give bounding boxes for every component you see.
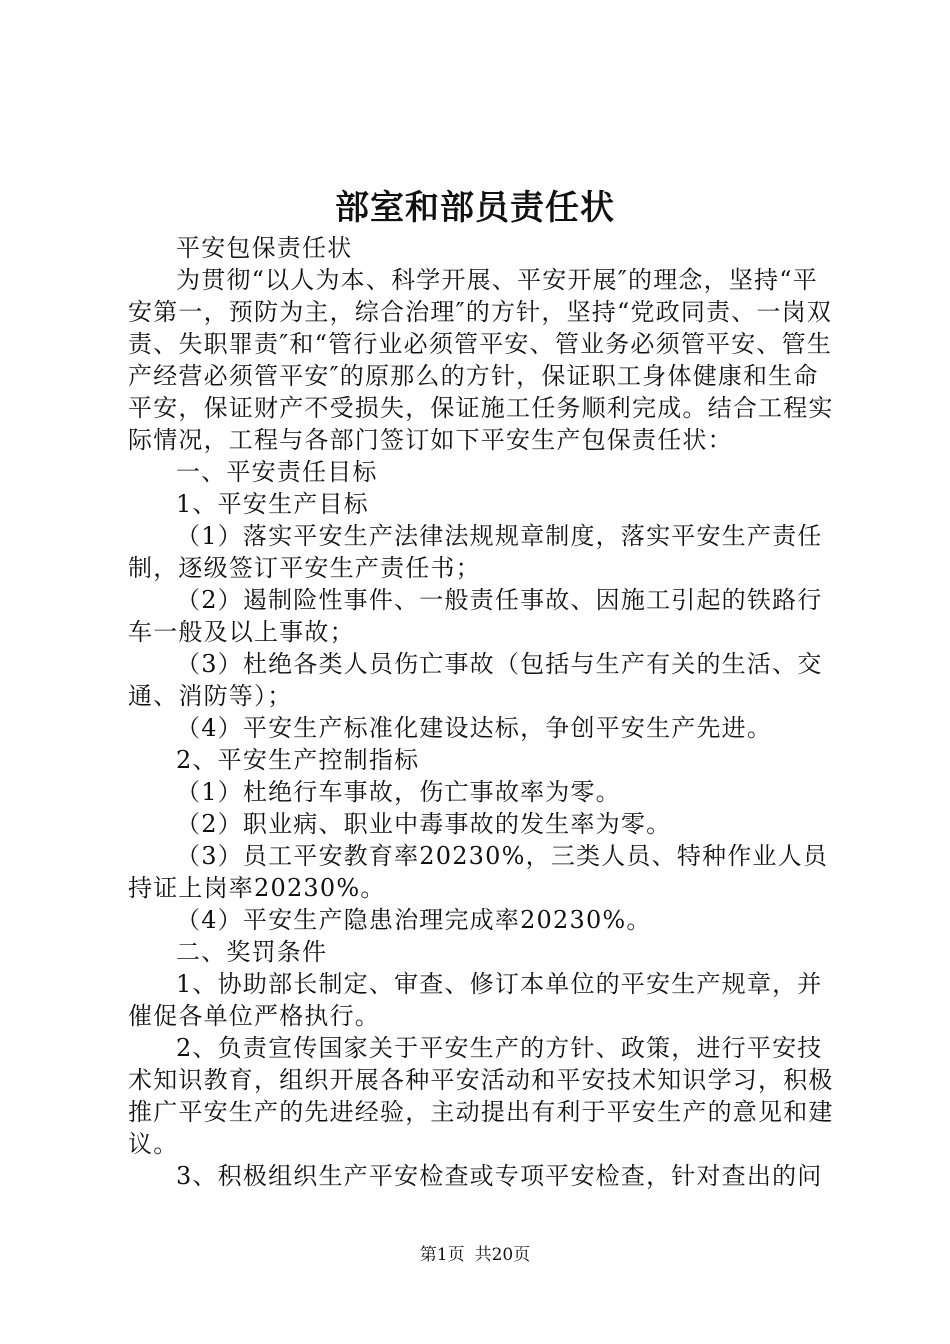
subsection-heading-1: 1、平安生产目标 xyxy=(176,490,369,518)
document-body xyxy=(128,232,838,1192)
page-total: 共20页 xyxy=(474,1245,531,1265)
paragraph: 2、负责宣传国家关于平安生产的方针、政策，进行平安技术知识教育，组织开展各种平安活动和平安技术知识学习，积极推广平安生产的先进经验，主动提出有利于平安生产的意见和建议。 xyxy=(128,1034,834,1158)
section-heading-2: 二、奖罚条件 xyxy=(176,938,328,966)
paragraph: 1、协助部长制定、审查、修订本单位的平安生产规章，并催促各单位严格执行。 xyxy=(128,970,823,1030)
paragraph-intro: 为贯彻“以人为本、科学开展、平安开展″的理念，坚持“平安第一，预防为主，综合治理″的方针，坚持“党政同责、一岗双责、失职罪责″和“管行业必须管平安、管业务必须管平安、管生产经营必须管平安″的原那么的方针，保证职工身体健康和生命平安，保证财产不受损失，保证施工任务顺利完成。结合工程实际情况，工程与各部门签订如下平安生产包保责任状： xyxy=(128,266,834,454)
section-heading-1: 一、平安责任目标 xyxy=(176,458,378,486)
list-item: （2）遏制险性事件、一般责任事故、因施工引起的铁路行车一般及以上事故； xyxy=(128,586,823,646)
page-footer xyxy=(0,1243,950,1267)
subsection-heading-2: 2、平安生产控制指标 xyxy=(176,746,420,774)
list-item: （2）职业病、职业中毒事故的发生率为零。 xyxy=(176,810,672,838)
list-item: （1）落实平安生产法律法规规章制度，落实平安生产责任制，逐级签订平安生产责任书； xyxy=(128,522,823,582)
list-item: （3）杜绝各类人员伤亡事故（包括与生产有关的生活、交通、消防等）； xyxy=(128,650,823,710)
paragraph: 3、积极组织生产平安检查或专项平安检查，针对查出的问 xyxy=(176,1162,823,1190)
list-item: （3）员工平安教育率20230%，三类人员、特种作业人员持证上岗率20230%。 xyxy=(128,842,829,902)
document-title: 部室和部员责任状 xyxy=(335,188,615,228)
list-item: （4）平安生产标准化建设达标，争创平安生产先进。 xyxy=(176,714,773,742)
paragraph-heading: 平安包保责任状 xyxy=(176,234,353,262)
list-item: （1）杜绝行车事故，伤亡事故率为零。 xyxy=(176,778,621,806)
page-number: 第1页 xyxy=(419,1245,465,1265)
list-item: （4）平安生产隐患治理完成率20230%。 xyxy=(176,906,652,934)
